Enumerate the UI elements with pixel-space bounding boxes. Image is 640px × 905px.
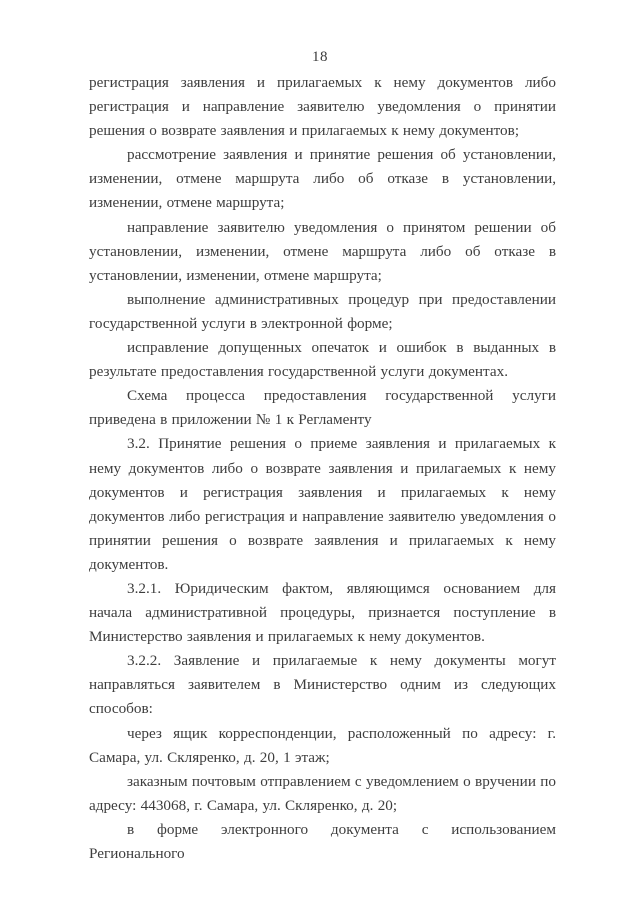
page-number: 18 (312, 49, 328, 65)
paragraph-process-scheme: Схема процесса предоставления государственной услуги приведена в приложении № 1 к Регламенту (89, 387, 556, 429)
paragraph-error-correction: исправление допущенных опечаток и ошибок в выданных в результате предоставления государственной услуги документах. (89, 339, 556, 381)
paragraph-registered-mail: заказным почтовым отправлением с уведомлением о вручении по адресу: 443068, г. Самара, ул. Скляренко, д. 20; (89, 772, 556, 814)
document-body (89, 71, 556, 866)
paragraph-review-decision: рассмотрение заявления и принятие решения об установлении, изменении, отмене маршрута либо об отказе в установлении, изменении, отмене маршрута; (89, 146, 556, 212)
paragraph-registration: регистрация заявления и прилагаемых к нему документов либо регистрация и направление заявителю уведомления о принятии решения о возврате заявления и прилагаемых к нему документов; (89, 74, 556, 140)
paragraph-electronic-procedures: выполнение административных процедур при предоставлении государственной услуги в электронной форме; (89, 290, 556, 332)
paragraph-section-3-2: 3.2. Принятие решения о приеме заявления и прилагаемых к нему документов либо о возврате заявления и прилагаемых к нему документов и регистрация заявления и прилагаемых к нему документов либо регистрация и направление заявителю уведомления о принятии решения о возврате заявления и прилагаемых к нему документов. (89, 435, 556, 573)
paragraph-mailbox: через ящик корреспонденции, расположенный по адресу: г. Самара, ул. Скляренко, д. 20, 1 этаж; (89, 724, 556, 766)
paragraph-section-3-2-1: 3.2.1. Юридическим фактом, являющимся основанием для начала административной процедуры, признается поступление в Министерство заявления и прилагаемых к нему документов. (89, 579, 556, 646)
paragraph-section-3-2-2: 3.2.2. Заявление и прилагаемые к нему документы могут направляться заявителем в Министерство одним из следующих способов: (89, 652, 556, 718)
paragraph-electronic-document: в форме электронного документа с использованием Регионального (89, 820, 556, 862)
paragraph-notification: направление заявителю уведомления о принятом решении об установлении, изменении, отмене маршрута либо об отказе в установлении, изменении, отмене маршрута; (89, 218, 556, 284)
